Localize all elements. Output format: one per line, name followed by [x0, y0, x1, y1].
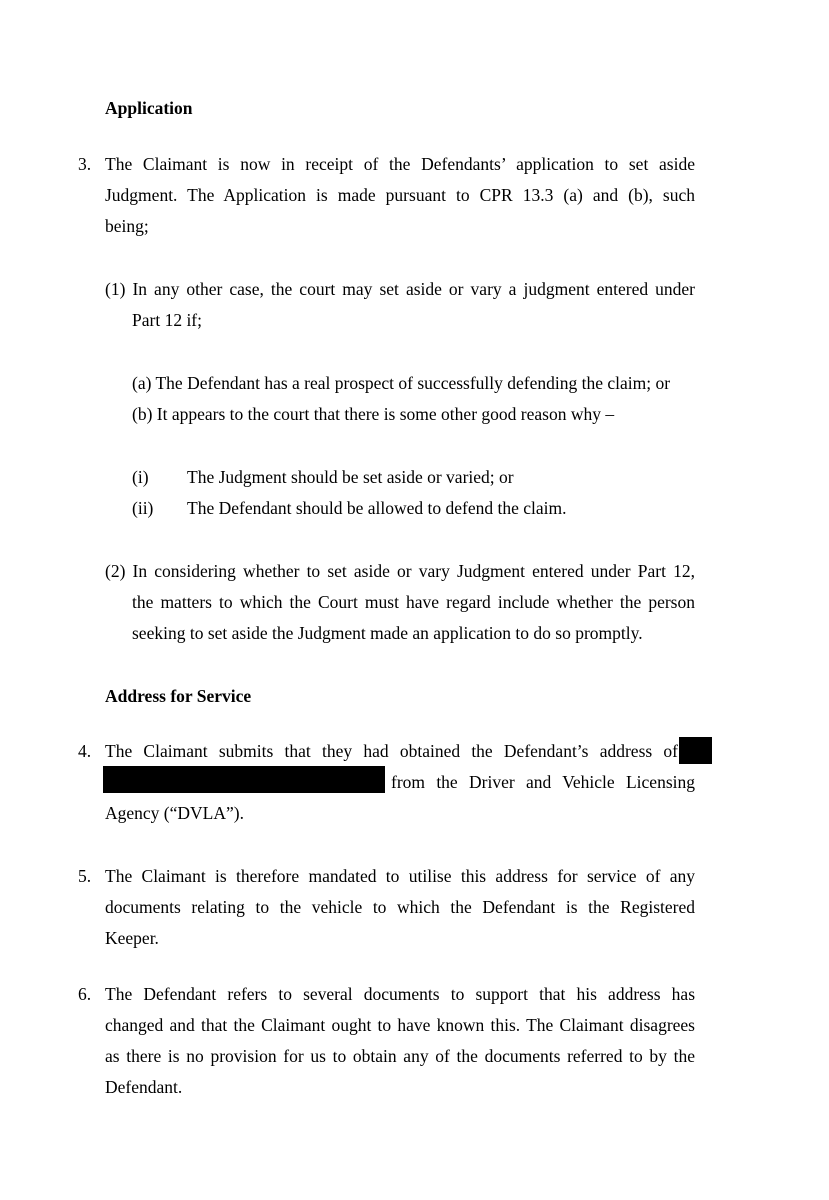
paragraph-6-line-3: as there is no provision for us to obtain any of the documents referred to by the [105, 1046, 695, 1066]
subparagraph-a: (a) The Defendant has a real prospect of successfully defending the claim; or [132, 373, 671, 393]
paragraph-5-line-2: documents relating to the vehicle to which the Defendant is the Registered [105, 897, 695, 917]
paragraph-4-line-2: from the Driver and Vehicle Licensing [391, 772, 695, 792]
subparagraph-2-line-3: seeking to set aside the Judgment made an application to do so promptly. [132, 623, 643, 643]
paragraph-6-line-2: changed and that the Claimant ought to have known this. The Claimant disagrees [105, 1015, 695, 1035]
paragraph-number-5: 5. [78, 866, 92, 886]
subparagraph-1-line-2: Part 12 if; [132, 310, 202, 330]
paragraph-4-line-3: Agency (“DVLA”). [105, 803, 244, 823]
section-heading-address-for-service: Address for Service [105, 686, 252, 706]
paragraph-5-line-3: Keeper. [105, 928, 159, 948]
section-heading-application: Application [105, 98, 193, 118]
subparagraph-2-line-1: (2) In considering whether to set aside or vary Judgment entered under Part 12, [105, 561, 695, 581]
paragraph-6-line-1: The Defendant refers to several documents to support that his address has [105, 984, 695, 1004]
roman-ii-marker: (ii) [132, 498, 154, 518]
paragraph-number-3: 3. [78, 154, 92, 174]
paragraph-4-line-1: The Claimant submits that they had obtained the Defendant’s address of [105, 741, 678, 761]
redaction-box [679, 737, 712, 764]
paragraph-number-6: 6. [78, 984, 92, 1004]
roman-i-text: The Judgment should be set aside or varied; or [187, 467, 514, 487]
paragraph-number-4: 4. [78, 741, 92, 761]
redaction-box [103, 766, 385, 793]
paragraph-3-line-2: Judgment. The Application is made pursuant to CPR 13.3 (a) and (b), such [105, 185, 695, 205]
subparagraph-1-line-1: (1) In any other case, the court may set aside or vary a judgment entered under [105, 279, 695, 299]
paragraph-3-line-1: The Claimant is now in receipt of the Defendants’ application to set aside [105, 154, 695, 174]
paragraph-6-line-4: Defendant. [105, 1077, 183, 1097]
subparagraph-2-line-2: the matters to which the Court must have regard include whether the person [132, 592, 695, 612]
paragraph-3-line-3: being; [105, 216, 149, 236]
roman-ii-text: The Defendant should be allowed to defend the claim. [187, 498, 567, 518]
roman-i-marker: (i) [132, 467, 149, 487]
subparagraph-b: (b) It appears to the court that there is some other good reason why – [132, 404, 615, 424]
paragraph-5-line-1: The Claimant is therefore mandated to utilise this address for service of any [105, 866, 695, 886]
